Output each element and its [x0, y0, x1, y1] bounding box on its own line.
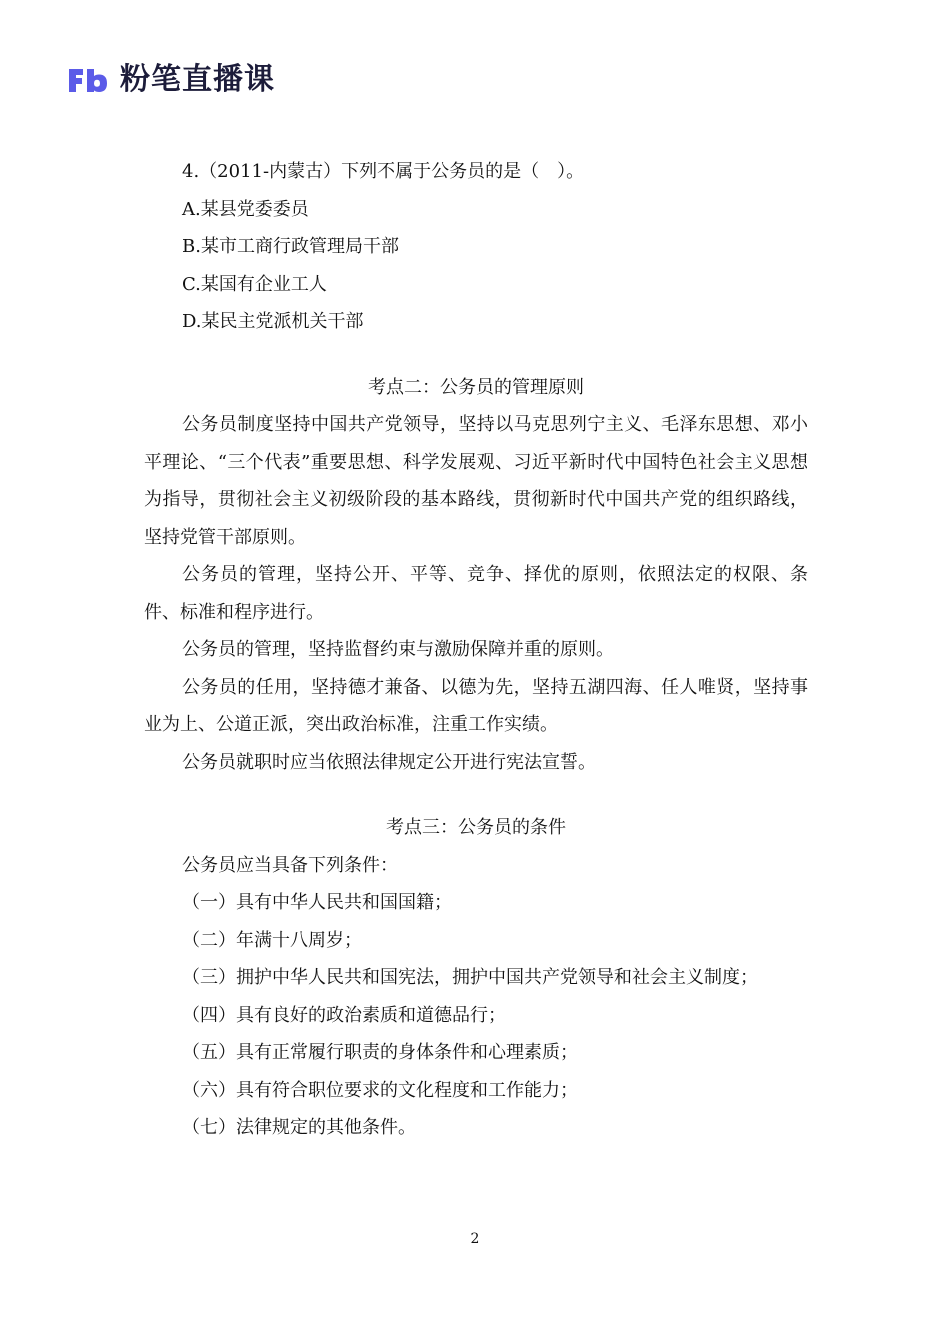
paragraph: 公务员的任用，坚持德才兼备、以德为先，坚持五湖四海、任人唯贤，坚持事业为上、公道正派，突出政治标准，注重工作实绩。	[144, 676, 808, 735]
brand-name: 粉笔直播课	[120, 62, 275, 97]
paragraph: 公务员的管理，坚持监督约束与激励保障并重的原则。	[182, 639, 614, 660]
condition-item: （二）年满十八周岁；	[182, 929, 362, 951]
section-heading-3: 考点三：公务员的条件	[386, 817, 566, 838]
condition-item: （五）具有正常履行职责的身体条件和心理素质；	[182, 1042, 578, 1063]
question-stem: 4.（2011-内蒙古）下列不属于公务员的是（ ）。	[182, 161, 585, 182]
option-a: A.某县党委委员	[182, 198, 309, 220]
fb-logo-icon	[66, 65, 110, 95]
option-b: B.某市工商行政管理局干部	[182, 236, 399, 257]
brand-logo	[66, 62, 275, 98]
conditions-intro: 公务员应当具备下列条件：	[182, 854, 398, 876]
document-body	[144, 153, 808, 1147]
condition-item: （六）具有符合职位要求的文化程度和工作能力；	[182, 1079, 578, 1101]
condition-item: （七）法律规定的其他条件。	[182, 1117, 416, 1138]
page-number: 2	[470, 1231, 480, 1247]
option-c: C.某国有企业工人	[182, 273, 327, 295]
condition-item: （三）拥护中华人民共和国宪法，拥护中国共产党领导和社会主义制度；	[182, 967, 758, 988]
condition-item: （四）具有良好的政治素质和道德品行；	[182, 1004, 506, 1026]
option-d: D.某民主党派机关干部	[182, 311, 364, 332]
condition-item: （一）具有中华人民共和国国籍；	[182, 892, 452, 913]
paragraph: 公务员的管理，坚持公开、平等、竞争、择优的原则，依照法定的权限、条件、标准和程序进行。	[144, 564, 808, 623]
paragraph: 公务员制度坚持中国共产党领导，坚持以马克思列宁主义、毛泽东思想、邓小平理论、“三个代表”重要思想、科学发展观、习近平新时代中国特色社会主义思想为指导，贯彻社会主义初级阶段的基本路线，贯彻新时代中国共产党的组织路线，坚持党管干部原则。	[144, 414, 808, 548]
section-heading-2: 考点二：公务员的管理原则	[368, 376, 584, 398]
paragraph: 公务员就职时应当依照法律规定公开进行宪法宣誓。	[182, 751, 596, 773]
